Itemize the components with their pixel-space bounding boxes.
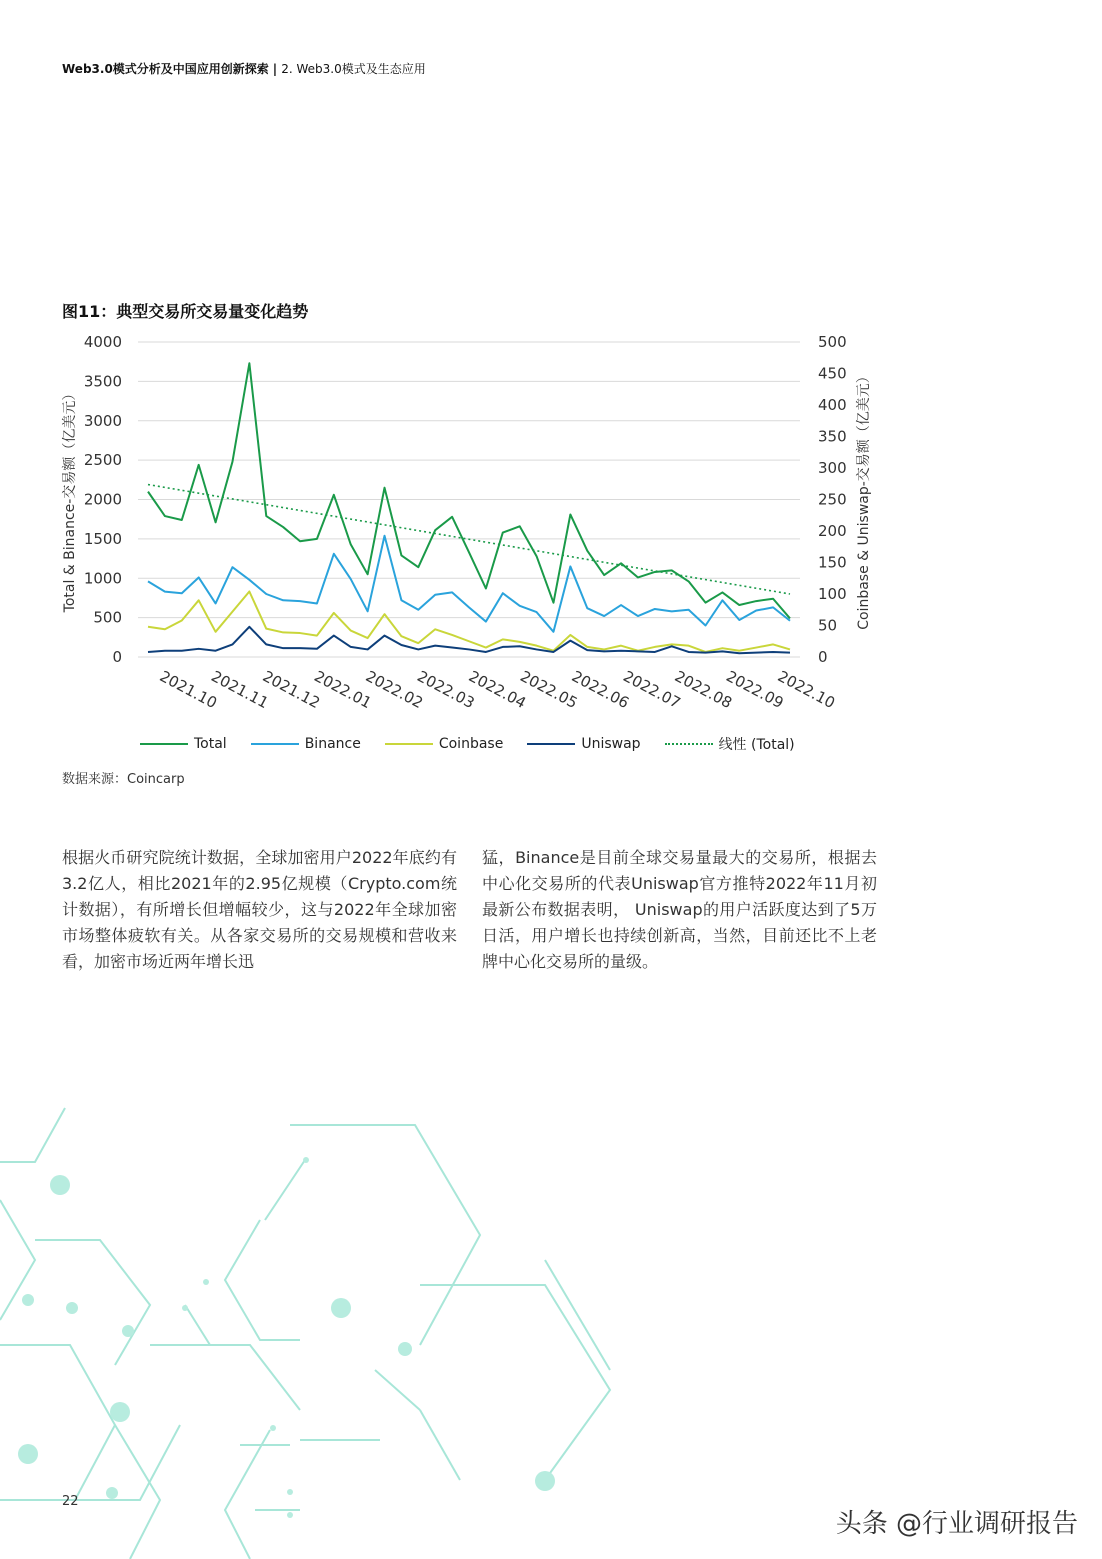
legend-label: Binance xyxy=(304,736,361,752)
left-tick-label: 2000 xyxy=(83,490,122,509)
right-tick-label: 0 xyxy=(818,648,828,666)
x-tick-label: 2022.05 xyxy=(517,667,581,713)
legend-item xyxy=(665,734,795,754)
body-paragraph-right: 猛，Binance是目前全球交易量最大的交易所，根据去中心化交易所的代表Uniswap官方推特2022年11月初最新公布数据表明， Uniswap的用户活跃度达到了5万日活，用户增长也持续创新高，当然，目前还比不上老牌中心化交易所的量级。 xyxy=(482,848,877,971)
x-tick-label: 2022.07 xyxy=(620,667,684,713)
x-tick-label: 2022.03 xyxy=(414,667,478,713)
left-tick-label: 2500 xyxy=(83,451,122,470)
x-tick-label: 2022.06 xyxy=(568,667,632,713)
left-tick-label: 0 xyxy=(112,648,122,666)
x-tick-label: 2021.11 xyxy=(208,667,272,713)
figure-title: 图11：典型交易所交易量变化趋势 xyxy=(62,302,309,321)
right-tick-label: 300 xyxy=(818,459,847,477)
legend-item xyxy=(527,734,640,754)
right-tick-label: 450 xyxy=(818,364,847,383)
left-tick-label: 1000 xyxy=(83,569,122,588)
left-tick-label: 500 xyxy=(93,608,122,627)
x-tick-label: 2021.10 xyxy=(156,667,220,713)
page-number: 22 xyxy=(62,1494,79,1509)
report-title: Web3.0模式分析及中国应用创新探索 xyxy=(62,62,269,76)
body-paragraph-left: 根据火币研究院统计数据，全球加密用户2022年底约有3.2亿人，相比2021年的2.95亿规模（Crypto.com统计数据），有所增长但增幅较少，这与2022年全球加密市场整体疲软有关。从各家交易所的交易规模和营收来看，加密市场近两年增长迅 xyxy=(62,848,457,971)
x-tick-label: 2022.01 xyxy=(311,667,375,713)
series-line xyxy=(148,627,790,653)
legend-label: 线性 (Total) xyxy=(718,737,795,753)
legend-label: Uniswap xyxy=(581,736,641,752)
legend-item xyxy=(140,734,227,754)
series-line xyxy=(148,363,790,618)
x-tick-label: 2022.09 xyxy=(723,667,787,713)
right-tick-label: 250 xyxy=(818,490,847,509)
right-axis-title: Coinbase & Uniswap-交易额（亿美元） xyxy=(856,369,872,630)
left-tick-label: 4000 xyxy=(83,333,122,351)
right-tick-label: 150 xyxy=(818,553,847,572)
x-tick-label: 2021.12 xyxy=(259,667,323,713)
legend-swatch xyxy=(251,743,299,745)
right-tick-label: 50 xyxy=(818,616,838,635)
legend-item xyxy=(385,734,503,754)
legend-swatch xyxy=(527,743,575,745)
left-axis-title: Total & Binance-交易额（亿美元） xyxy=(62,386,78,613)
right-tick-label: 400 xyxy=(818,396,847,414)
section-title: 2. Web3.0模式及生态应用 xyxy=(281,62,426,76)
left-tick-label: 3500 xyxy=(83,372,122,391)
right-tick-label: 100 xyxy=(818,585,847,603)
x-tick-label: 2022.08 xyxy=(671,667,735,713)
right-tick-label: 350 xyxy=(818,427,847,446)
right-tick-label: 500 xyxy=(818,333,847,351)
legend-label: Coinbase xyxy=(438,736,504,752)
page-header xyxy=(62,60,426,77)
legend-item xyxy=(251,734,361,754)
hexagon-network-decoration xyxy=(0,1100,700,1559)
left-tick-label: 3000 xyxy=(83,411,122,430)
line-chart xyxy=(0,320,1102,730)
watermark: 头条 @行业调研报告 xyxy=(835,1509,1078,1539)
legend-label: Total xyxy=(194,736,227,752)
header-separator: | xyxy=(272,62,278,76)
legend-swatch xyxy=(385,743,433,745)
figure-source: 数据来源：Coincarp xyxy=(62,772,185,787)
x-tick-label: 2022.02 xyxy=(362,667,426,713)
chart-legend xyxy=(140,734,820,754)
legend-swatch xyxy=(665,743,713,745)
legend-swatch xyxy=(140,743,188,745)
series-line xyxy=(148,591,790,651)
x-tick-label: 2022.04 xyxy=(465,667,529,713)
x-tick-label: 2022.10 xyxy=(774,667,838,713)
left-tick-label: 1500 xyxy=(83,529,122,548)
right-tick-label: 200 xyxy=(818,522,847,540)
